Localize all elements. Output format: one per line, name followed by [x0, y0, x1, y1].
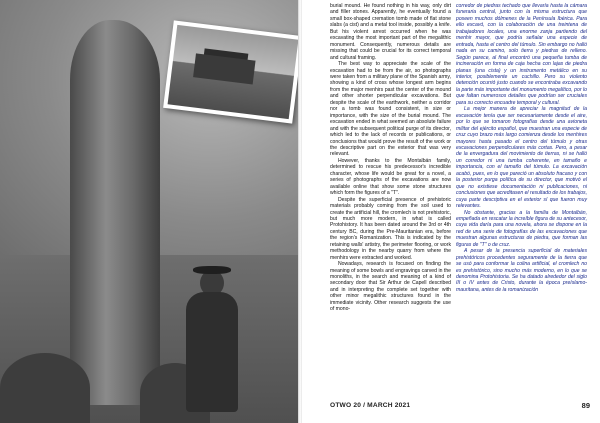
- page-number: 89: [581, 401, 590, 410]
- photo-person-hat: [193, 266, 231, 274]
- spanish-paragraph: No obstante, gracias a la familia de Montalbán, empeñada en rescatar la increíble figura de su antecesor, cuya vida daría para una novela, ahora se dispone en la red de una serie de fotografías de las excavaciones que muestran algunas estructuras de piedra, que forman las figuras de "T" o de cruz.: [456, 209, 587, 248]
- english-paragraph: burial mound. He found nothing in his way, only dirt and filler stones. Apparently, he eventually found a small box-shaped cremation tomb made of flat stone slabs (a cist) and a metal tool inside, possibly a knife. But his violent arrest occurred when he was excavating the most important part of the megalithic monument. Consequently, numerous details are missing that could be crucial for its correct temporal and cultural framing.: [330, 3, 451, 61]
- english-paragraph: The best way to appreciate the scale of the excavation had to be from the air, so photographs were taken from a military plane of the Spanish army, showing a kind of cross whose longest arm begins from the major menhirs past the center of the mound and other shorter perpendicular excavations. But despite the scale of the earthwork, neither a corridor nor a tomb was found consistent, in size or importance, with the size of the burial mound. The excavation ended in what seemed an absolute failure and with the subsequent political purge of its director, which led to the lack of records or publications, or conclusions that would prove the result of the work or the descriptive part on the exterior that was very relevant.: [330, 61, 451, 158]
- spanish-paragraph: A pesar de la presencia superficial de materiales prehistóricos procedentes seguramente de la tierra que se usó para conformar la colina artificial, el cromlech no es prehistórico, sino mucho más moderno, en lo que se denomina Protohistoria. Se ha datado alrededor del siglo III o IV antes de Cristo, durante la época preíslamo-mauritana, antes de la romanización: [456, 248, 587, 293]
- english-text-column: [330, 3, 451, 313]
- spanish-text-column: [456, 3, 587, 293]
- photo-bush-left: [0, 353, 90, 423]
- english-paragraph: Despite the superficial presence of prehistoric materials probably coming from the soil used to create the artificial hill, the cromlech is not prehistoric, but much more modern, in what is called Protohistory. It has been dated around the 3rd or 4th century BC, during the Pre-Mauritanian era, before the region's Romanization. This is indicated by the retaining walls' artistry, the perimeter flooring, or work methodology in the nearby quarry from where the menhirs were extracted and worked.: [330, 196, 451, 261]
- photo-person: [186, 292, 238, 412]
- issue-footer: OTWO 20 / MARCH 2021: [330, 402, 411, 409]
- english-paragraph: Nowadays, research is focused on finding the meaning of some bowls and engravings carved in the monoliths, in the search and meaning of a kind of secondary door that Sir Arthur de Capell described and in interpreting the complete set together with other minor megalithic structures found in the immediate vicinity. Other research suggests the use of mono-: [330, 261, 451, 313]
- spanish-paragraph: La mejor manera de apreciar la magnitud de la excavación tenía que ser necesariamente desde el aire, por lo que se tomaron fotografías desde una avioneta militar del ejército español, que muestran una especie de cruz cuyo brazo más largo comienza desde los menhires mayores hasta pasado el centro del túmulo y otras excavaciones perpendiculares más cortas. Pero, a pesar de la envergadura del movimiento de tierras, ni se halló un corredor ni una tumba coherente, en tamaño e importancia, con el tamaño del túmulo. La excavación acabó, pues, en lo que pareció un absoluto fracaso y con la posterior purga política de su director, que motivó el que no existiese documentación ni publicaciones, ni conclusiones que acreditasen el resultado de los trabajos, cuya parte descriptiva en el exterior sí que fueron muy relevantes.: [456, 106, 587, 210]
- menhir-stone: [70, 20, 160, 405]
- page-gutter: [298, 0, 302, 423]
- spanish-paragraph: corredor de piedras techado que llevaría hasta la cámara funeraria central, junto con la misma estructura que poseen muchos dólmenes de la Península Ibérica. Para ello excavó, con la colaboración de una treintena de trabajadores locales, una enorme zanja partiendo del menhir mayor, que podría señalar una especie de entrada, hasta el centro del túmulo. Sin embargo no halló nada en su camino, solo tierra y piedras de relleno. Según parece, al final encontró una pequeña tumba de incineración en forma de caja hecha con lajas de piedra planas (una cista) y un instrumento metálico en su interior, posiblemente un cuchillo. Pero su violento detención ocurrió justo cuando se encontraba excavando la parte más importante del monumento megalítico, por lo que faltan numerosos detalles que podrían ser cruciales para su correcto encuadre temporal y cultural.: [456, 3, 587, 106]
- english-paragraph: However, thanks to the Montalbán family, determined to rescue his predecessor's incredible character, whose life would be great for a novel, a series of photographs of the excavations are now available online that show some stone structures which form the figures of a "T".: [330, 157, 451, 197]
- inset-photo-image: [168, 25, 299, 119]
- inset-photo: [163, 20, 300, 123]
